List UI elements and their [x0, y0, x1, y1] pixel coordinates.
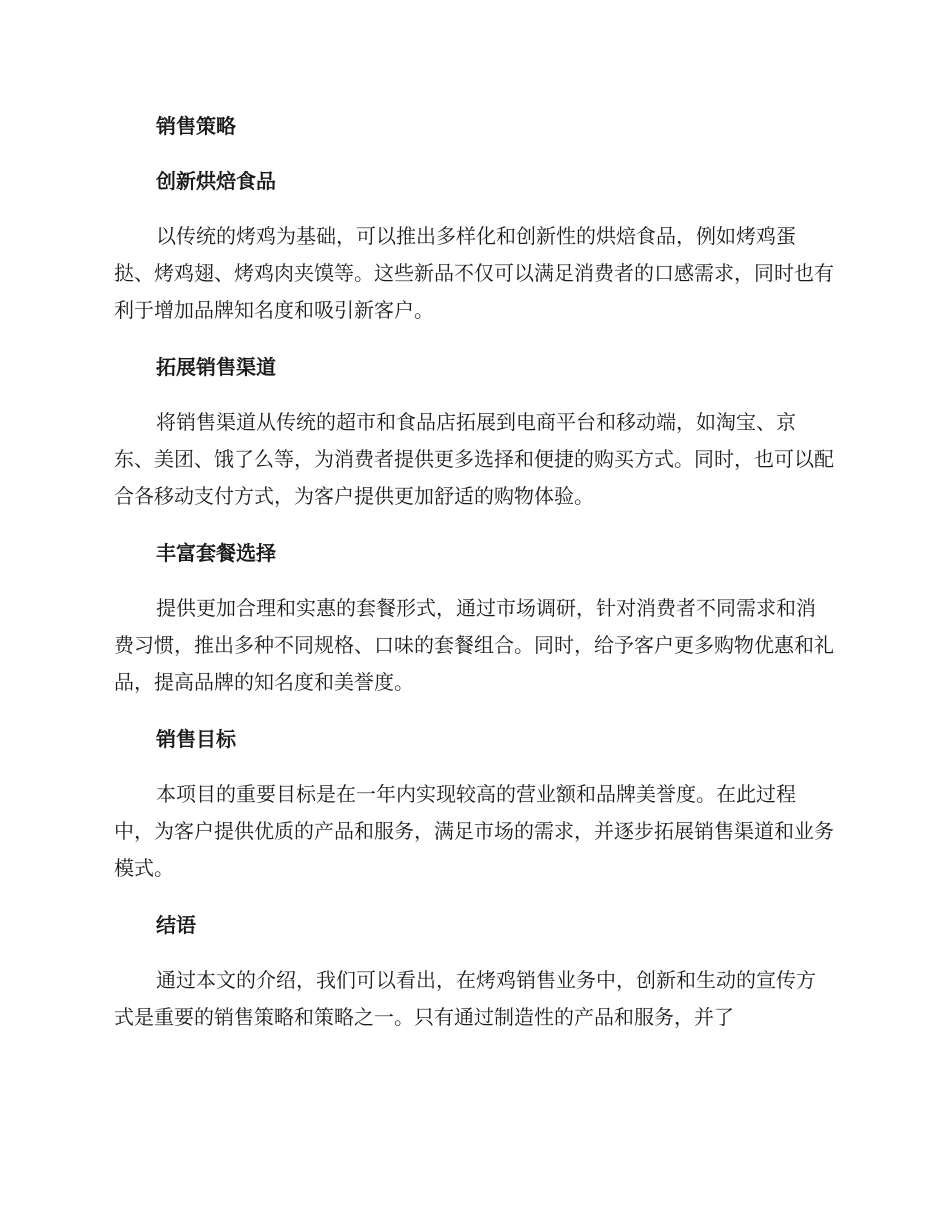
- paragraph-combo-options: 提供更加合理和实惠的套餐形式，通过市场调研，针对消费者不同需求和消费习惯，推出多种不同规格、口味的套餐组合。同时，给予客户更多购物优惠和礼品，提高品牌的知名度和美誉度。: [114, 596, 834, 694]
- section-heading-conclusion: 结语: [156, 913, 196, 937]
- section-heading-sales-strategy: 销售策略: [156, 114, 236, 138]
- paragraph-sales-goal: 本项目的重要目标是在一年内实现较高的营业额和品牌美誉度。在此过程中，为客户提供优质的产品和服务，满足市场的需求，并逐步拓展销售渠道和业务模式。: [114, 782, 834, 880]
- paragraph-conclusion: 通过本文的介绍，我们可以看出，在烤鸡销售业务中，创新和生动的宣传方式是重要的销售策略和策略之一。只有通过制造性的产品和服务，并了: [114, 968, 816, 1029]
- section-heading-innovative-bakery: 创新烘焙食品: [156, 169, 276, 193]
- paragraph-expand-channels: 将销售渠道从传统的超市和食品店拓展到电商平台和移动端，如淘宝、京东、美团、饿了么等，为消费者提供更多选择和便捷的购买方式。同时，也可以配合各移动支付方式，为客户提供更加舒适的购物体验。: [114, 410, 834, 508]
- document-body: [114, 108, 834, 1056]
- section-heading-expand-channels: 拓展销售渠道: [156, 355, 276, 379]
- section-heading-sales-goal: 销售目标: [156, 727, 236, 751]
- section-heading-combo-options: 丰富套餐选择: [156, 541, 276, 565]
- paragraph-innovative-bakery: 以传统的烤鸡为基础，可以推出多样化和创新性的烘焙食品，例如烤鸡蛋挞、烤鸡翅、烤鸡肉夹馍等。这些新品不仅可以满足消费者的口感需求，同时也有利于增加品牌知名度和吸引新客户。: [114, 224, 834, 322]
